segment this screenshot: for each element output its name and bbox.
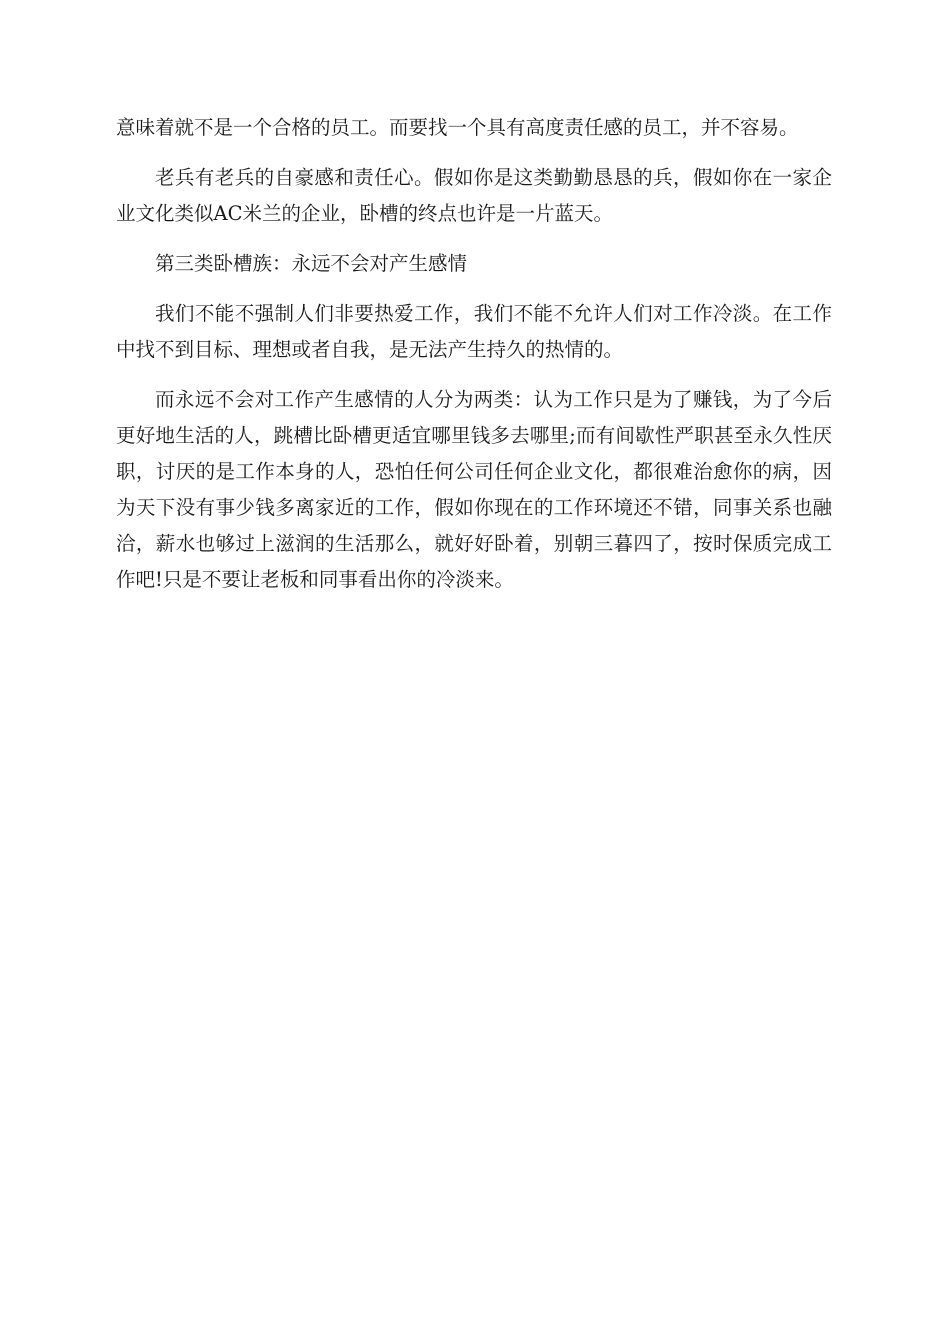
section-heading-type-three: 第三类卧槽族：永远不会对产生感情 [155, 252, 468, 275]
document-body [116, 110, 832, 612]
paragraph-continuation: 意味着就不是一个合格的员工。而要找一个具有高度责任感的员工，并不容易。 [116, 116, 799, 139]
paragraph-two-types: 而永远不会对工作产生感情的人分为两类：认为工作只是为了赚钱，为了今后更好地生活的人，跳槽比卧槽更适宜哪里钱多去哪里;而有间歇性严职甚至永久性厌职，讨厌的是工作本身的人，恐怕任何公司任何企业文化，都很难治愈你的病，因为天下没有事少钱多离家近的工作，假如你现在的工作环境还不错，同事关系也融洽，薪水也够过上滋润的生活那么，就好好卧着，别朝三暮四了，按时保质完成工作吧!只是不要让老板和同事看出你的冷淡来。 [116, 388, 832, 591]
paragraph-veteran: 老兵有老兵的自豪感和责任心。假如你是这类勤勤恳恳的兵，假如你在一家企业文化类似AC米兰的企业，卧槽的终点也许是一片蓝天。 [116, 166, 832, 225]
paragraph-passion: 我们不能不强制人们非要热爱工作，我们不能不允许人们对工作冷淡。在工作中找不到目标、理想或者自我，是无法产生持久的热情的。 [116, 302, 832, 361]
